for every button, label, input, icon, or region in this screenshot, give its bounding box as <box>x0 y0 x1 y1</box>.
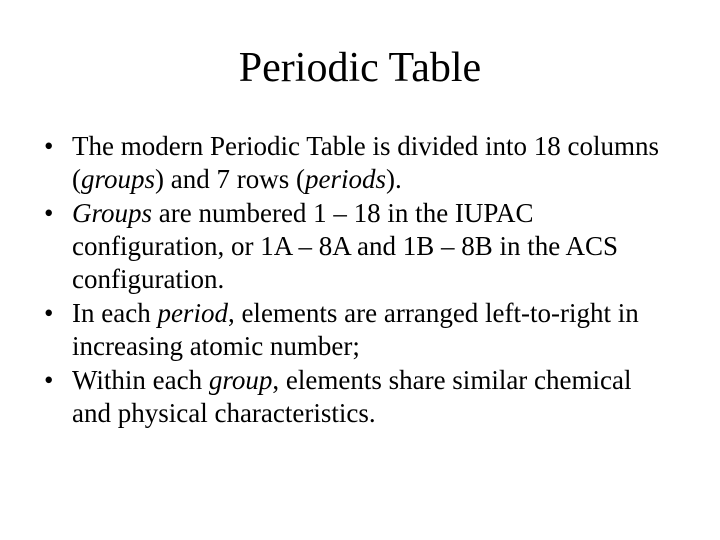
bullet-item <box>44 130 674 196</box>
bullet-item <box>44 197 674 296</box>
bullet-item <box>44 364 674 430</box>
bullet-text <box>72 198 618 294</box>
bullet-text-segment: group <box>208 365 273 395</box>
bullet-text-segment: , elements share similar chemical and physical characteristics. <box>72 365 632 428</box>
bullet-text-segment: , elements are arranged left-to-right in increasing atomic number; <box>72 298 639 361</box>
bullet-text-segment: periods <box>304 164 386 194</box>
bullet-text-segment: Groups <box>72 198 153 228</box>
bullet-text-segment: ). <box>385 164 402 194</box>
bullet-text <box>72 365 631 428</box>
bullet-item <box>44 297 674 363</box>
slide-title: Periodic Table <box>238 45 482 91</box>
bullet-text-segment: In each <box>72 298 158 328</box>
bullet-text-segment: The modern Periodic Table is divided into 18 columns ( <box>72 131 660 194</box>
bullet-icon: • <box>44 365 54 395</box>
bullet-text <box>72 298 639 361</box>
bullet-text-segment: ) and 7 rows ( <box>155 164 305 194</box>
bullet-text <box>72 131 659 194</box>
bullet-icon: • <box>44 198 54 228</box>
bullet-icon: • <box>44 131 54 161</box>
bullet-text-segment: period <box>157 298 228 328</box>
bullet-text-segment: groups <box>81 164 156 194</box>
bullet-list <box>44 130 674 431</box>
bullet-icon: • <box>44 298 54 328</box>
bullet-text-segment: Within each <box>72 365 209 395</box>
bullet-text-segment: are numbered 1 – 18 in the IUPAC configuration, or 1A – 8A and 1B – 8B in the ACS configuration. <box>72 198 618 294</box>
